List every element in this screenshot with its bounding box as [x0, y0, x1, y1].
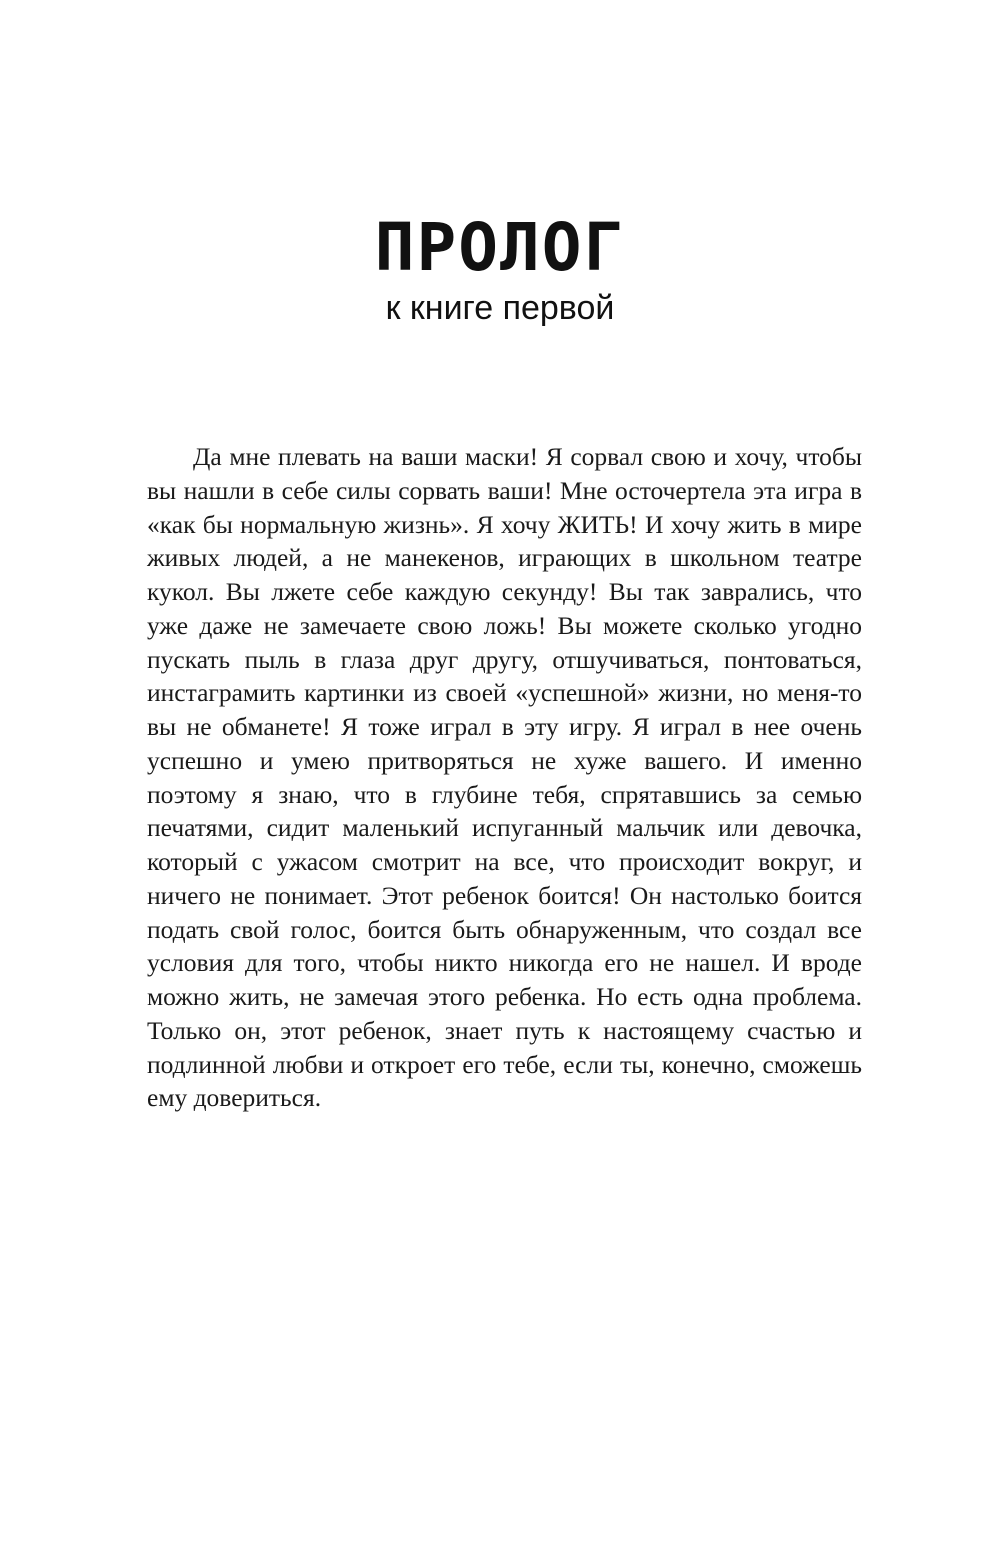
prologue-paragraph: Да мне плевать на ваши маски! Я сорвал свою и хочу, чтобы вы нашли в себе силы сорвать ваши! Мне осточертела эта игра в «как бы нормальную жизнь». Я хочу ЖИТЬ! И хочу жить в мире живых людей, а не манекенов, играющих в школьном театре кукол. Вы лжете себе каждую секунду! Вы так заврались, что уже даже не замечаете свою ложь! Вы можете сколько угодно пускать пыль в глаза друг другу, отшучиваться, понтоваться, инстаграмить картинки из своей «успешной» жизни, но меня-то вы не обманете! Я тоже играл в эту игру. Я играл в нее очень успешно и умею притворяться не хуже вашего. И именно поэтому я знаю, что в глубине тебя, спрятавшись за семью печатями, сидит маленький испуганный мальчик или девочка, который с ужасом смотрит на все, что происходит вокруг, и ничего не понимает. Этот ребенок боится! Он настолько боится подать свой голос, боится быть обнаруженным, что создал все условия для того, чтобы никто никогда его не нашел. И вроде можно жить, не замечая этого ребенка. Но есть одна проблема. Только он, этот ребенок, знает путь к настоящему счастью и подлинной любви и откроет его тебе, если ты, конечно, сможешь ему довериться.	[147, 442, 862, 1113]
chapter-subtitle: к книге первой	[385, 289, 615, 327]
chapter-title: ПРОЛОГ	[374, 209, 626, 286]
